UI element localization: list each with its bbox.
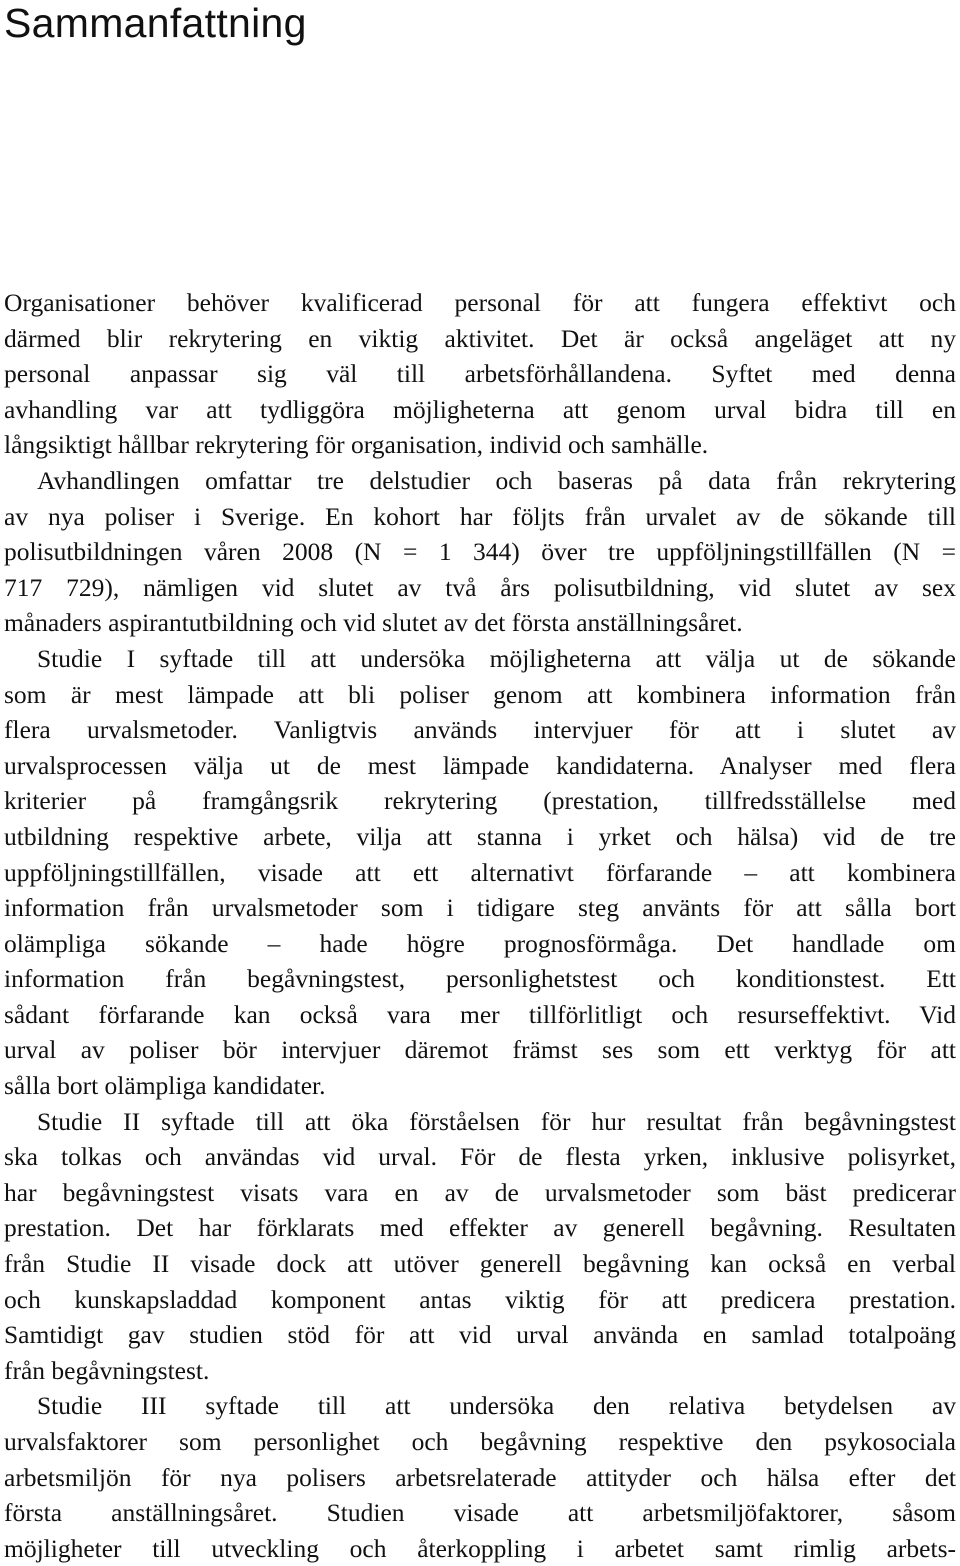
text-line	[4, 1460, 956, 1496]
text-line	[4, 356, 956, 392]
text-line	[4, 748, 956, 784]
text-line-content: första anställningsåret. Studien visade att arbetsmiljöfaktorer, såsom	[4, 1498, 956, 1528]
text-line-content: möjligheter till utveckling och återkoppling i arbetet samt rimlig arbets-	[4, 1533, 956, 1563]
text-line-content: Studie III syftade till att undersöka den relativa betydelsen av	[37, 1391, 956, 1421]
text-line-content: Studie I syftade till att undersöka möjligheterna att välja ut de sökande	[37, 643, 956, 673]
text-line-content: urval av poliser bör intervjuer däremot främst ses som ett verktyg för att	[4, 1035, 956, 1065]
text-line-content: utbildning respektive arbete, vilja att stanna i yrket och hälsa) vid de tre	[4, 821, 956, 851]
text-line-content: därmed blir rekrytering en viktig aktivitet. Det är också angeläget att ny	[4, 323, 956, 353]
text-line-content: ska tolkas och användas vid urval. För de flesta yrken, inklusive polisyrket,	[4, 1142, 956, 1172]
text-line-content: personal anpassar sig väl till arbetsförhållandena. Syftet med denna	[4, 359, 956, 389]
text-line-content: Avhandlingen omfattar tre delstudier och baseras på data från rekrytering	[37, 465, 956, 495]
text-line	[4, 1032, 956, 1068]
text-line-content: från Studie II visade dock att utöver generell begåvning kan också en verbal	[4, 1249, 956, 1279]
text-line	[4, 1531, 956, 1566]
text-line-content: urvalsprocessen välja ut de mest lämpade kandidaterna. Analyser med flera	[4, 750, 956, 780]
text-line	[4, 392, 956, 428]
text-line	[4, 605, 956, 641]
text-line-content: information från begåvningstest, personlighetstest och konditionstest. Ett	[4, 964, 956, 994]
text-line-content: avhandling var att tydliggöra möjligheterna att genom urval bidra till en	[4, 394, 956, 424]
text-line-content: prestation. Det har förklarats med effekter av generell begåvning. Resultaten	[4, 1213, 956, 1243]
text-line	[4, 1139, 956, 1175]
text-line-content: och kunskapsladdad komponent antas viktig för att predicera prestation.	[4, 1284, 956, 1314]
text-line-content: flera urvalsmetoder. Vanligtvis används intervjuer för att i slutet av	[4, 715, 956, 745]
text-line-content: som är mest lämpade att bli poliser genom att kombinera information från	[4, 679, 956, 709]
text-line-content: Studie II syftade till att öka förståelsen för hur resultat från begåvningstest	[37, 1106, 956, 1136]
text-line	[4, 534, 956, 570]
text-line	[4, 1424, 956, 1460]
text-line-content: långsiktigt hållbar rekrytering för organisation, individ och samhälle.	[4, 430, 709, 460]
text-line	[4, 1068, 956, 1104]
text-line	[4, 1388, 956, 1424]
text-line-content: 717 729), nämligen vid slutet av två års polisutbildning, vid slutet av sex	[4, 572, 956, 602]
text-line-content: Organisationer behöver kvalificerad personal för att fungera effektivt och	[4, 288, 956, 317]
text-line	[4, 677, 956, 713]
text-line-content: sålla bort olämpliga kandidater.	[4, 1071, 326, 1101]
text-line-content: kriterier på framgångsrik rekrytering (prestation, tillfredsställelse med	[4, 786, 956, 816]
text-line-content: har begåvningstest visats vara en av de urvalsmetoder som bäst predicerar	[4, 1177, 956, 1207]
text-line	[4, 855, 956, 891]
page-title: Sammanfattning	[4, 0, 307, 46]
text-line-content: information från urvalsmetoder som i tidigare steg använts för att sålla bort	[4, 893, 956, 923]
text-line-content: uppföljningstillfällen, visade att ett alternativt förfarande – att kombinera	[4, 857, 956, 887]
text-line	[4, 1282, 956, 1318]
text-line	[4, 321, 956, 357]
text-line	[4, 1104, 956, 1140]
text-line	[4, 1246, 956, 1282]
text-line	[4, 926, 956, 962]
text-line-content: arbetsmiljön för nya polisers arbetsrelaterade attityder och hälsa efter det	[4, 1462, 956, 1492]
text-line-content: polisutbildningen våren 2008 (N = 1 344) över tre uppföljningstillfällen (N =	[4, 537, 956, 567]
text-line	[4, 570, 956, 606]
text-line	[4, 712, 956, 748]
text-line	[4, 427, 956, 463]
text-line-content: av nya poliser i Sverige. En kohort har följts från urvalet av de sökande till	[4, 501, 956, 531]
text-line	[4, 783, 956, 819]
text-line	[4, 997, 956, 1033]
text-line	[4, 499, 956, 535]
text-line-content: olämpliga sökande – hade högre prognosförmåga. Det handlade om	[4, 928, 956, 958]
text-line-content: sådant förfarande kan också vara mer tillförlitligt och resurseffektivt. Vid	[4, 999, 956, 1029]
text-line	[4, 463, 956, 499]
text-line	[4, 819, 956, 855]
text-line	[4, 890, 956, 926]
text-line-content: månaders aspirantutbildning och vid slutet av det första anställningsåret.	[4, 608, 743, 638]
text-line	[4, 1210, 956, 1246]
text-line	[4, 1495, 956, 1531]
text-line-content: urvalsfaktorer som personlighet och begåvning respektive den psykosociala	[4, 1427, 956, 1456]
text-line	[4, 1175, 956, 1211]
text-line-content: från begåvningstest.	[4, 1355, 210, 1385]
text-line	[4, 961, 956, 997]
text-line	[4, 1353, 956, 1389]
text-line-content: Samtidigt gav studien stöd för att vid urval använda en samlad totalpoäng	[4, 1320, 956, 1350]
text-line	[4, 641, 956, 677]
text-line	[4, 285, 956, 321]
body-text	[4, 285, 956, 1566]
text-line	[4, 1317, 956, 1353]
